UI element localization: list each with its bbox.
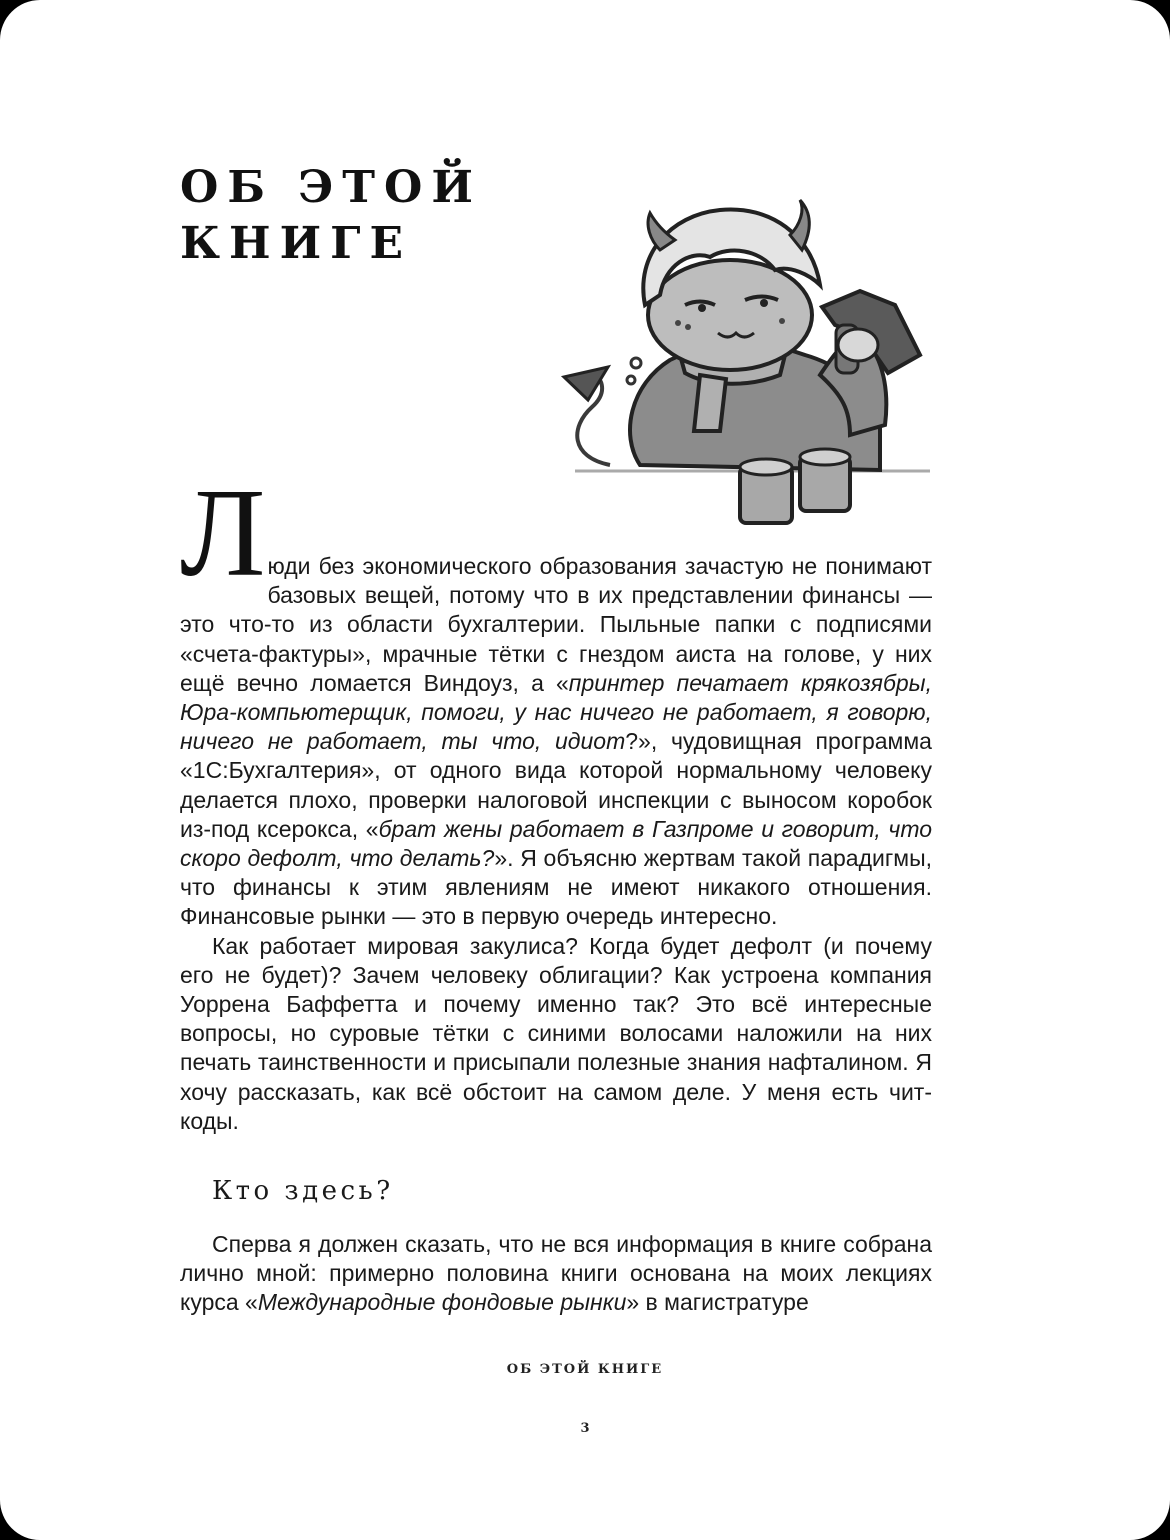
chapter-title bbox=[180, 160, 482, 272]
page-number: 3 bbox=[580, 1421, 590, 1436]
running-footer: ОБ ЭТОЙ КНИГЕ bbox=[506, 1362, 664, 1377]
thought-bubble-icon bbox=[627, 376, 635, 384]
thought-bubble-icon bbox=[631, 358, 641, 368]
face-icon bbox=[648, 260, 812, 370]
section-heading: Кто здесь? bbox=[212, 1176, 394, 1206]
scarf-tail-icon bbox=[694, 375, 726, 431]
pupil-left-icon bbox=[698, 304, 706, 312]
hand-icon bbox=[838, 329, 878, 361]
paragraph-1-text-2: ?», чудовищная программа «1С:Бухгалтерия», от одного вида которой нормальному человеку делается плохо, проверки налоговой инспекции с выносом коробок из-под ксерокса, « bbox=[180, 728, 932, 842]
paragraph-1 bbox=[180, 464, 933, 932]
section-text bbox=[180, 1230, 932, 1318]
paragraph-3 bbox=[180, 1230, 932, 1318]
pupil-right-icon bbox=[760, 299, 768, 307]
paragraph-3-text-2: » в магистратуре bbox=[626, 1289, 809, 1316]
paragraph-1-text-1: юди без экономического образования зачастую не понимают базовых вещей, потому что в их представлении финансы — это что-то из области бухгалтерии. Пыльные папки с подписями «счета-фактуры», мрачные тётки с гнездом аиста на голове, у них ещё вечно ломается Виндоуз, а « bbox=[180, 553, 932, 696]
cheek-left-icon bbox=[685, 324, 691, 330]
main-text bbox=[180, 464, 933, 1136]
cheek-right-icon bbox=[779, 318, 785, 324]
drop-cap: Л bbox=[180, 464, 266, 603]
paragraph-1-italic-2: брат жены работает в Газпроме и говорит, что скоро дефолт, что делать? bbox=[180, 815, 933, 872]
cup-right-rim-icon bbox=[800, 449, 850, 465]
paragraph-1-text-3: ». Я объясню жертвам такой парадигмы, что финансы к этим явлениям не имеют никакого отношения. Финансовые рынки — это в первую очередь интересно. bbox=[180, 845, 932, 930]
cup-left-rim-icon bbox=[740, 459, 792, 475]
paragraph-3-text-1: Сперва я должен сказать, что не вся информация в книге собрана лично мной: примерно половина книги основана на моих лекциях курса « bbox=[180, 1231, 932, 1316]
paragraph-3-italic-1: Международные фондовые рынки bbox=[257, 1289, 627, 1316]
chapter-title-line-1: ОБ ЭТОЙ bbox=[180, 162, 482, 213]
paragraph-2: Как работает мировая закулиса? Когда будет дефолт (и почему его не будет)? Зачем человеку облигации? Как устроена компания Уоррена Баффетта и почему именно так? Это всё интересные вопросы, но суровые тётки с синими волосами наложили на них печать таинственности и присыпали полезные знания нафталином. Я хочу рассказать, как всё обстоит на самом деле. У меня есть чит-коды. bbox=[180, 932, 932, 1134]
chapter-title-line-2: КНИГЕ bbox=[180, 218, 413, 269]
paragraph-1-italic-1: принтер печатает крякозябры, Юра-компьютерщик, помоги, у нас ничего не работает, я говорю, ничего не работает, ты что, идиот bbox=[180, 669, 932, 755]
cheek-left-icon bbox=[675, 320, 681, 326]
